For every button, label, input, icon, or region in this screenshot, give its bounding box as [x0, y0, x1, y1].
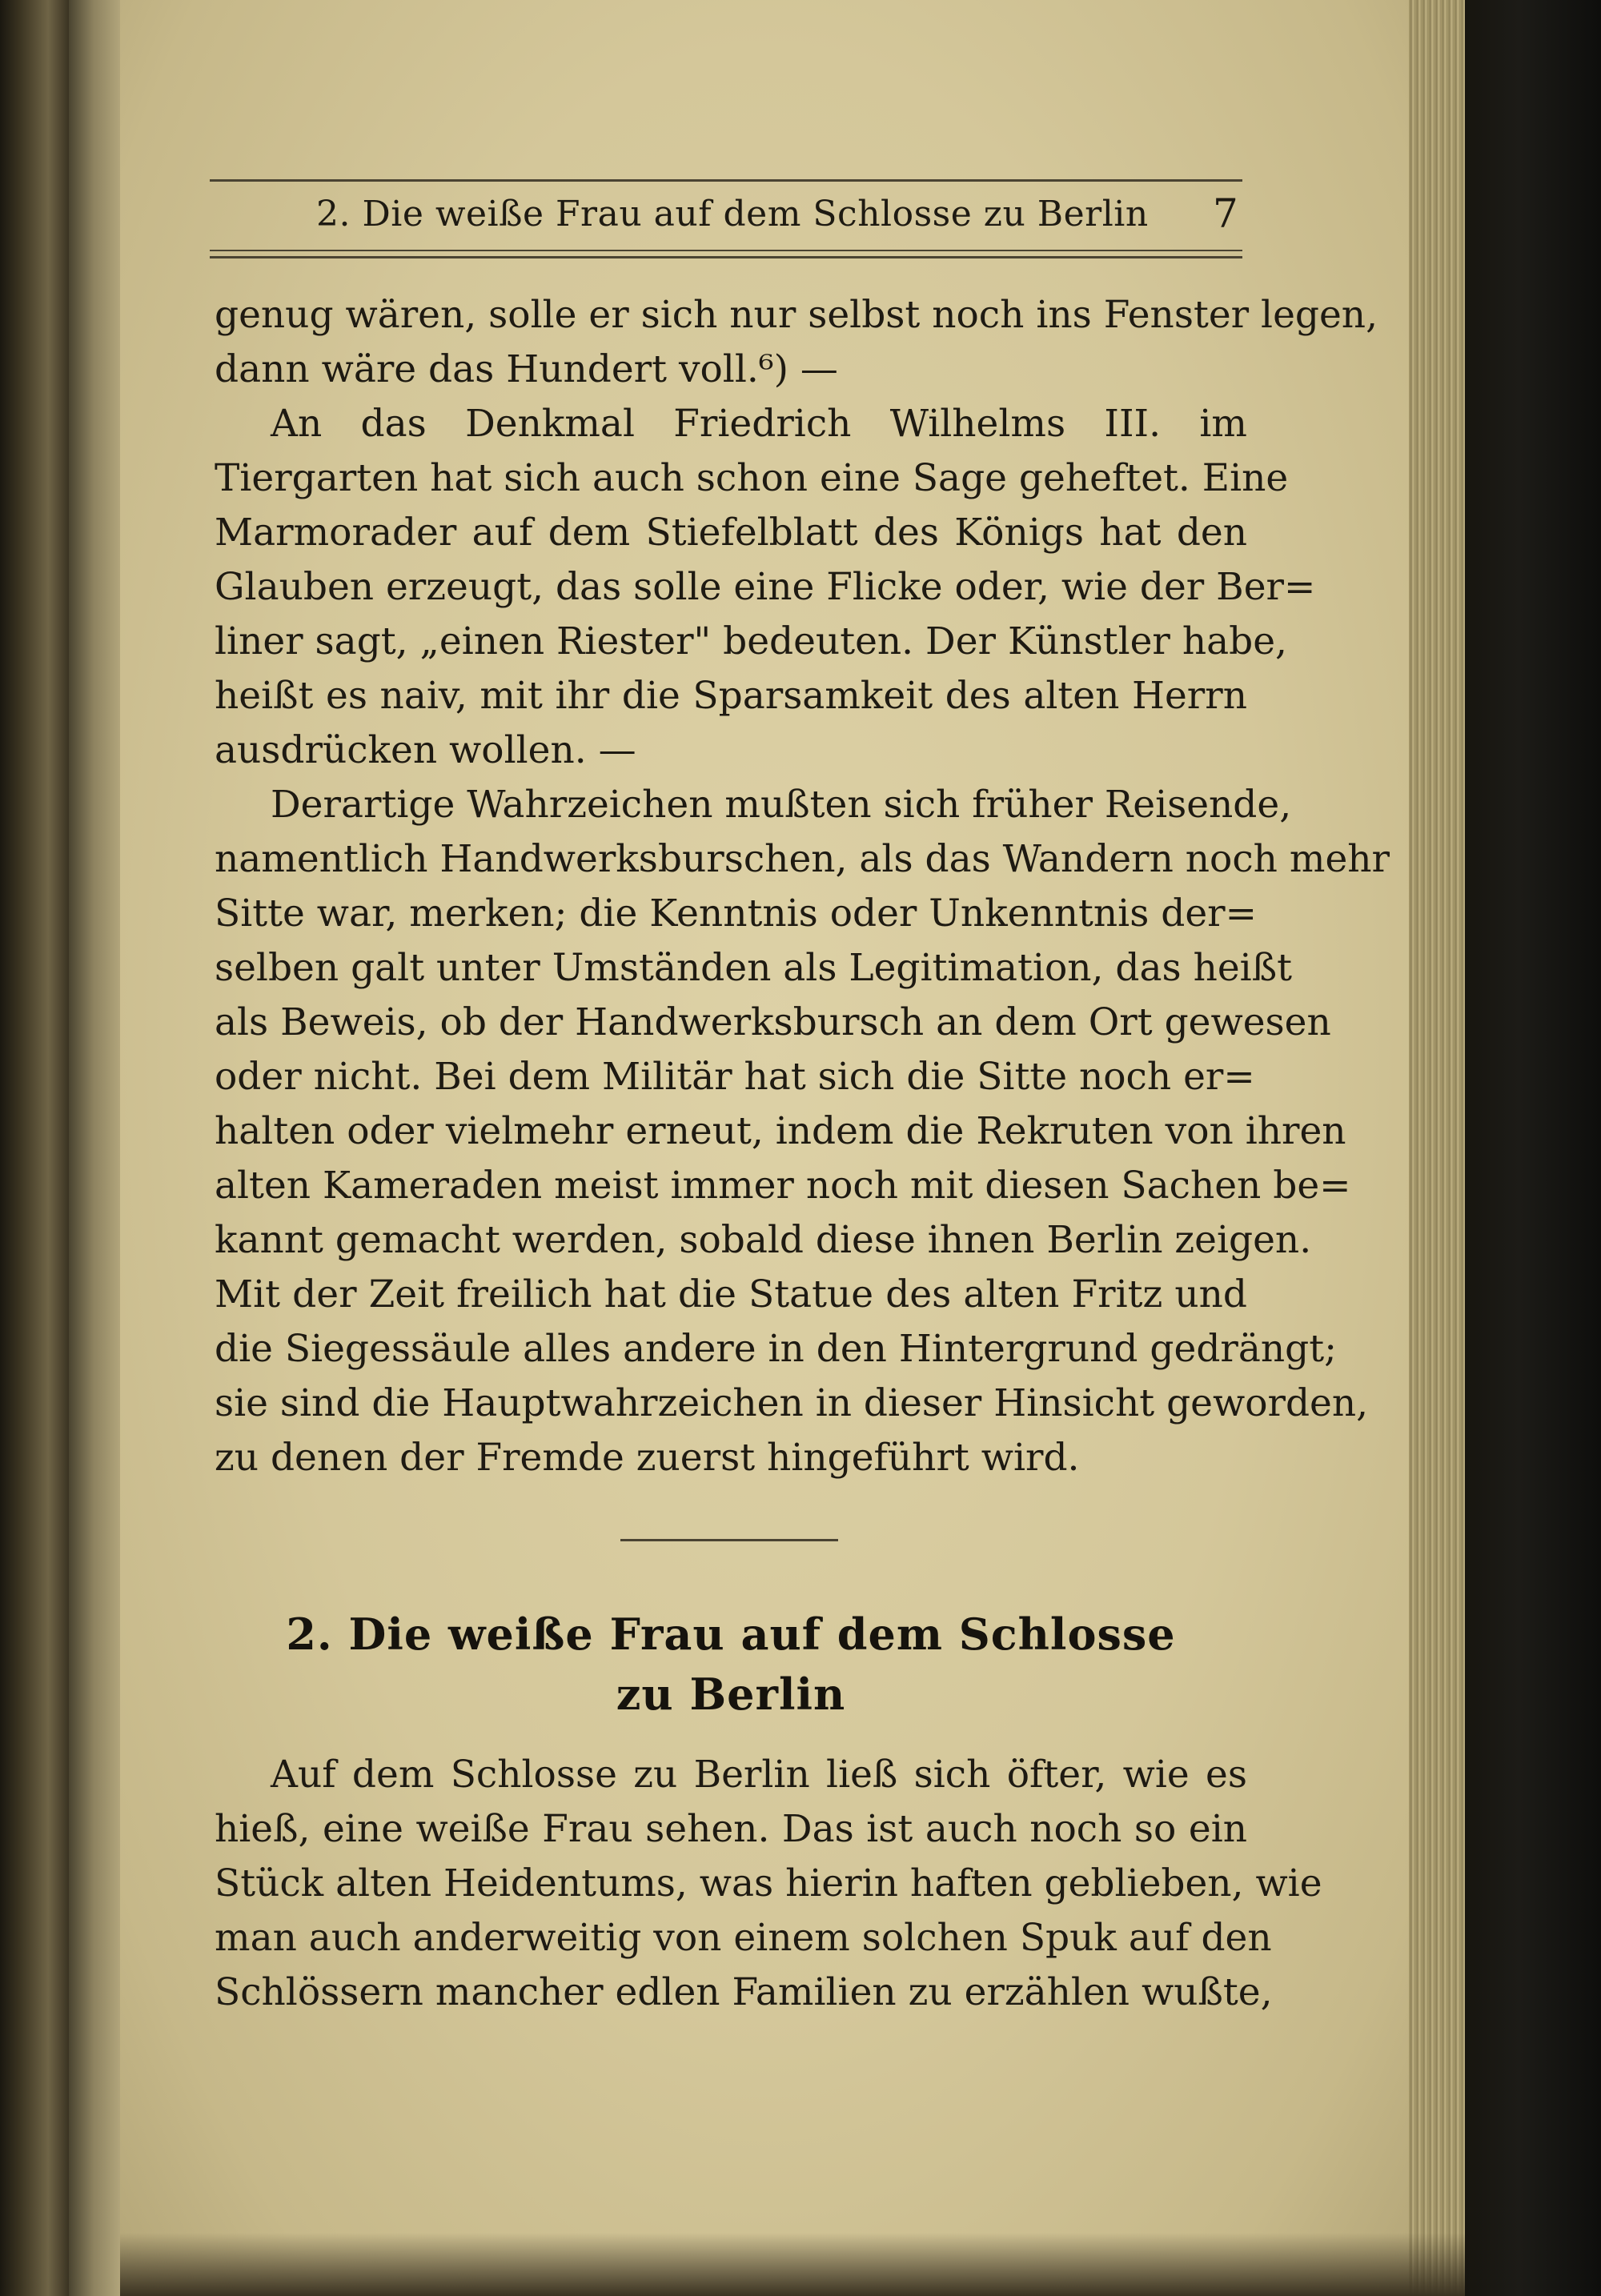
running-header — [316, 186, 1237, 242]
text-line: An das Denkmal Friedrich Wilhelms III. im — [271, 402, 1247, 446]
text-line: Tiergarten hat sich auch schon eine Sage geheftet. Eine — [215, 456, 1289, 500]
header-top-rule — [210, 179, 1242, 182]
text-line: kannt gemacht werden, sobald diese ihnen Berlin zeigen. — [215, 1218, 1312, 1262]
paragraph-2 — [215, 397, 1316, 778]
text-line: ausdrücken wollen. — — [215, 728, 636, 772]
chapter-heading-line-2: zu Berlin — [616, 1669, 846, 1720]
text-line: Derartige Wahrzeichen mußten sich früher Reisende, — [271, 783, 1292, 827]
header-bottom-rule — [210, 250, 1242, 251]
text-line: Stück alten Heidentums, was hierin haften geblieben, wie — [215, 1861, 1322, 1905]
text-line: die Siegessäule alles andere in den Hintergrund gedrängt; — [215, 1327, 1337, 1371]
section-divider — [620, 1539, 838, 1541]
book-gutter — [69, 0, 125, 2296]
chapter-heading — [215, 1605, 1247, 1725]
text-line: halten oder vielmehr erneut, indem die Rekruten von ihren — [215, 1109, 1346, 1153]
paragraph-1 — [215, 288, 1378, 397]
header-bottom-rule-2 — [210, 256, 1242, 258]
text-line: genug wären, solle er sich nur selbst noch ins Fenster legen, — [215, 293, 1378, 337]
text-line: Auf dem Schlosse zu Berlin ließ sich öfter, wie es — [271, 1753, 1247, 1797]
text-line: heißt es naiv, mit ihr die Sparsamkeit des alten Herrn — [215, 674, 1247, 718]
book-cover — [1465, 0, 1601, 2296]
chapter-heading-line-1: 2. Die weiße Frau auf dem Schlosse — [286, 1609, 1176, 1660]
page-number: 7 — [1213, 190, 1238, 237]
text-line: zu denen der Fremde zuerst hingeführt wird. — [215, 1436, 1080, 1480]
text-line: Schlössern mancher edlen Familien zu erzählen wußte, — [215, 1970, 1273, 2014]
text-line: alten Kameraden meist immer noch mit diesen Sachen be= — [215, 1164, 1351, 1208]
text-line: man auch anderweitig von einem solchen Spuk auf den — [215, 1916, 1272, 1960]
text-line: sie sind die Hauptwahrzeichen in dieser Hinsicht geworden, — [215, 1381, 1369, 1425]
text-line: liner sagt, „einen Riester" bedeuten. Der Künstler habe, — [215, 619, 1287, 663]
paragraph-3 — [215, 778, 1390, 1485]
left-page-edge — [0, 0, 69, 2296]
text-line: namentlich Handwerksburschen, als das Wandern noch mehr — [215, 837, 1390, 881]
text-line: dann wäre das Hundert voll.⁶) — — [215, 347, 838, 391]
page-block-edges — [1409, 0, 1465, 2296]
text-line: Mit der Zeit freilich hat die Statue des alten Fritz und — [215, 1272, 1247, 1316]
text-line: Glauben erzeugt, das solle eine Flicke oder, wie der Ber= — [215, 565, 1316, 609]
text-line: Marmorader auf dem Stiefelblatt des Königs hat den — [215, 511, 1247, 555]
text-line: selben galt unter Umständen als Legitimation, das heißt — [215, 946, 1292, 990]
running-header-title: 2. Die weiße Frau auf dem Schlosse zu Berlin — [316, 193, 1149, 234]
page-shadow — [120, 2233, 1465, 2296]
text-line: oder nicht. Bei dem Militär hat sich die Sitte noch er= — [215, 1055, 1255, 1099]
text-line: Sitte war, merken; die Kenntnis oder Unkenntnis der= — [215, 892, 1258, 936]
chapter-paragraph — [215, 1748, 1322, 2020]
text-line: als Beweis, ob der Handwerksbursch an dem Ort gewesen — [215, 1000, 1331, 1044]
text-line: hieß, eine weiße Frau sehen. Das ist auch noch so ein — [215, 1807, 1247, 1851]
